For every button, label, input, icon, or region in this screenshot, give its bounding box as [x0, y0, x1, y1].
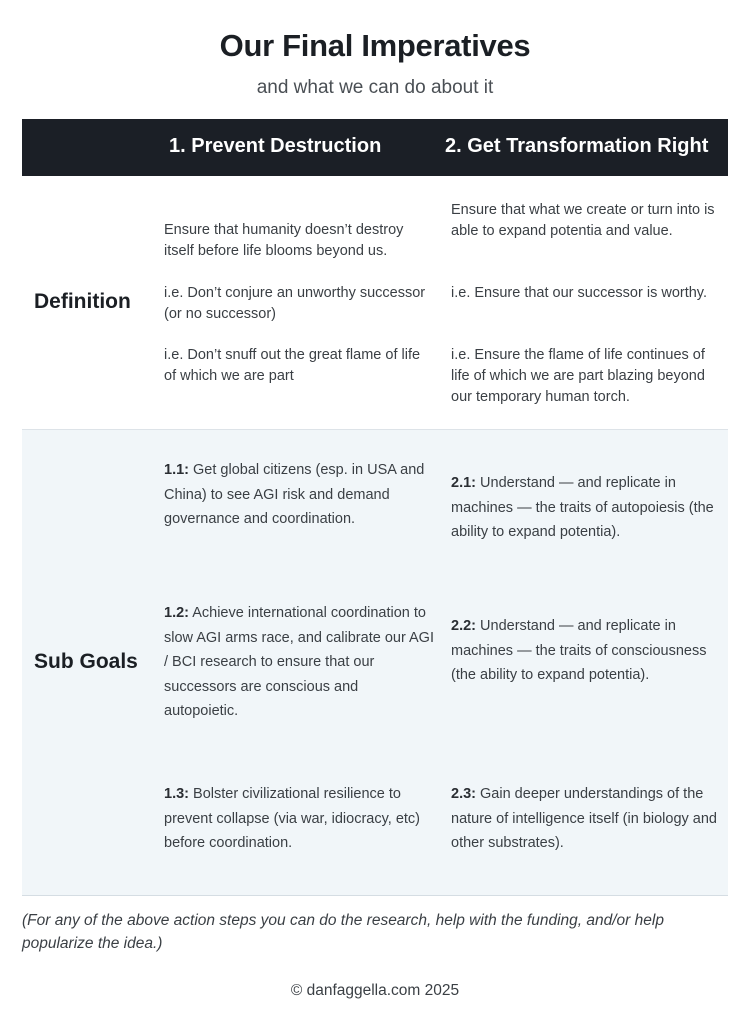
sub-goal-text: Bolster civilizational resilience to prevent collapse (via war, idiocracy, etc) before coordination.	[164, 786, 421, 851]
sub-goals-label: Sub Goals	[34, 650, 138, 673]
sub-goal-id: 1.1:	[164, 462, 189, 478]
column-header-prevent-destruction: 1. Prevent Destruction	[169, 135, 382, 157]
sub-goal-id: 1.2:	[164, 605, 189, 621]
footnote: (For any of the above action steps you can do the research, help with the funding, and/or help popularize the idea.)	[22, 912, 664, 952]
sub-goal-id: 2.1:	[451, 475, 476, 491]
sub-goal-text: Understand — and replicate in machines — the traits of autopoiesis (the ability to expand potentia).	[451, 475, 714, 540]
page-title: Our Final Imperatives	[219, 28, 531, 63]
sub-goal-1-2	[164, 601, 434, 724]
sub-goal-text: Understand — and replicate in machines — the traits of consciousness (the ability to expand potentia).	[451, 618, 707, 683]
definition-col2-text-1: Ensure that what we create or turn into is able to expand potentia and value.	[451, 202, 715, 239]
sub-goal-1-3	[164, 782, 434, 856]
sub-goal-2-3	[451, 782, 721, 856]
copyright: © danfaggella.com 2025	[290, 982, 460, 999]
definition-col1-text-3: i.e. Don’t snuff out the great flame of life of which we are part	[164, 347, 421, 384]
page-subtitle: and what we can do about it	[256, 77, 494, 98]
sub-goal-text: Gain deeper understandings of the nature of intelligence itself (in biology and other substrates).	[451, 786, 717, 851]
sub-goal-id: 2.2:	[451, 618, 476, 634]
definition-col1-text-1: Ensure that humanity doesn’t destroy itself before life blooms beyond us.	[164, 222, 404, 259]
column-header-transformation: 2. Get Transformation Right	[445, 135, 709, 157]
sub-goal-2-2	[451, 614, 721, 688]
definition-col2-text-3: i.e. Ensure the flame of life continues of life of which we are part blazing beyond our temporary human torch.	[451, 347, 705, 405]
sub-goal-id: 1.3:	[164, 786, 189, 802]
sub-goal-text: Get global citizens (esp. in USA and China) to see AGI risk and demand governance and coordination.	[164, 462, 425, 527]
sub-goal-1-1	[164, 458, 434, 532]
sub-goal-id: 2.3:	[451, 786, 476, 802]
definition-col1-text-2: i.e. Don’t conjure an unworthy successor (or no successor)	[164, 285, 426, 322]
definition-label: Definition	[34, 290, 131, 313]
sub-goal-text: Achieve international coordination to slow AGI arms race, and calibrate our AGI / BCI research to ensure that our successors are conscious and autopoietic.	[164, 605, 434, 719]
definition-col2-text-2: i.e. Ensure that our successor is worthy.	[451, 285, 708, 301]
sub-goal-2-1	[451, 471, 721, 545]
